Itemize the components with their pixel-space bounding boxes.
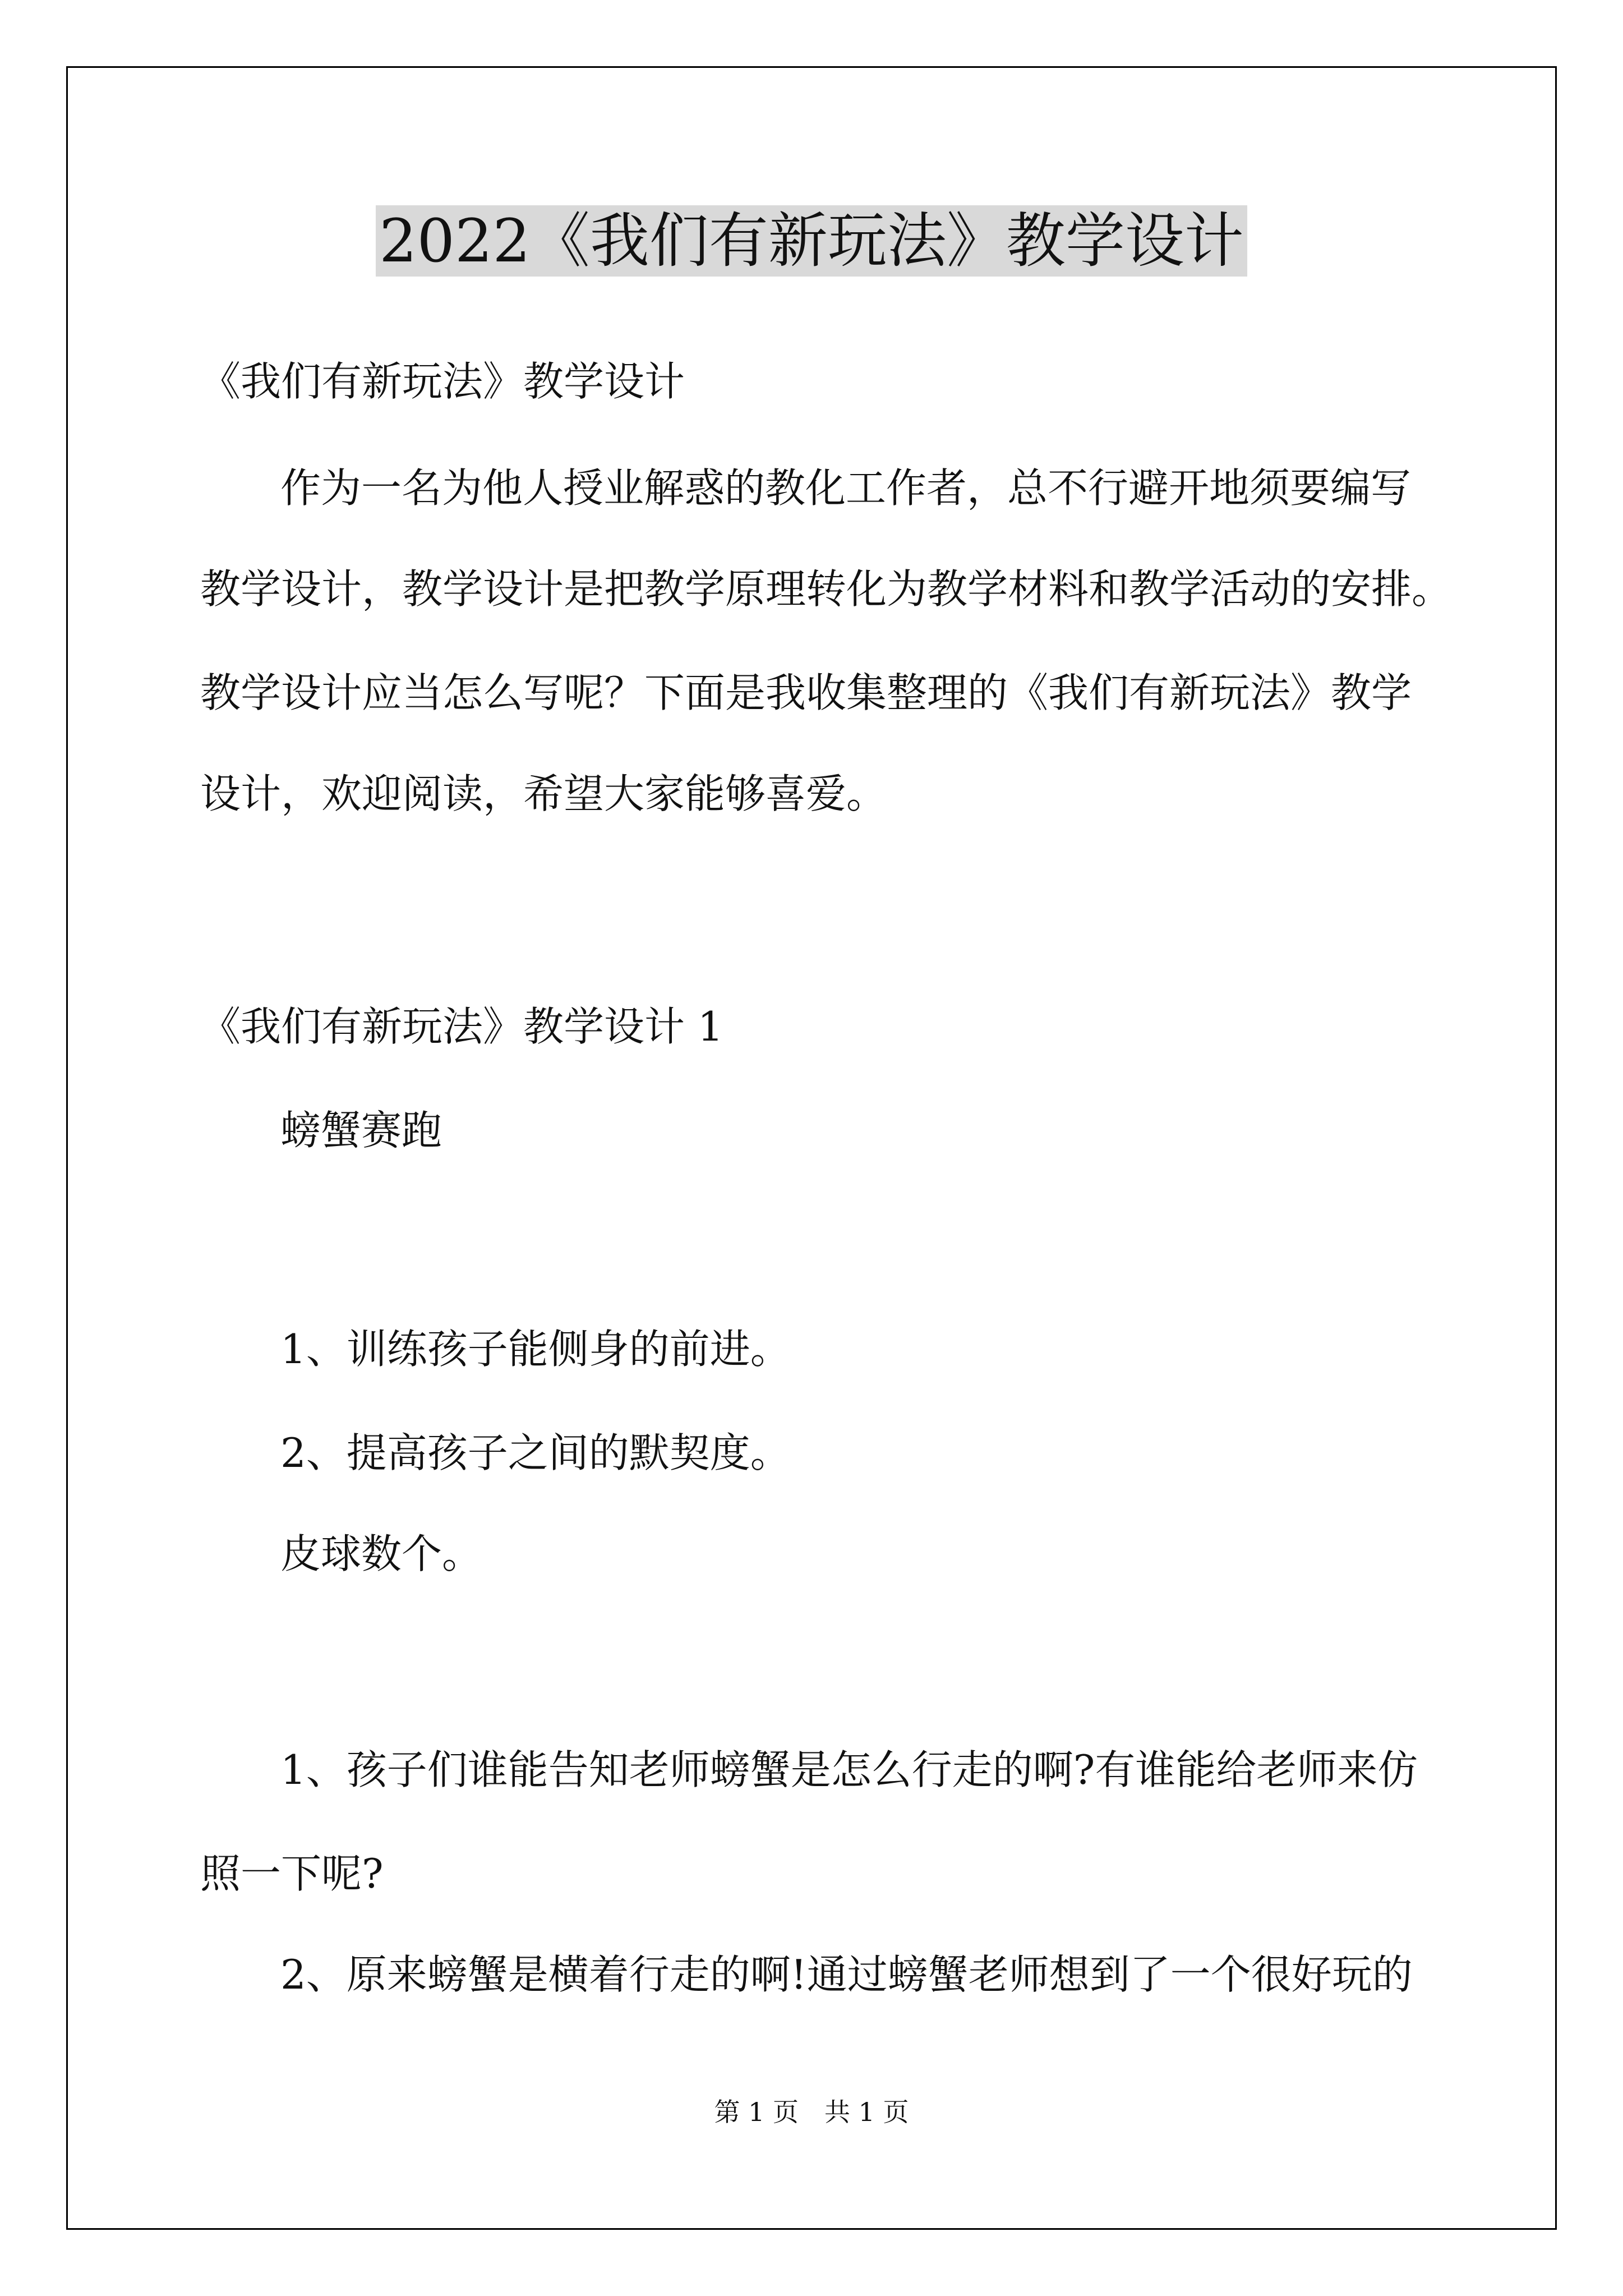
paragraph-line: 教学设计，教学设计是把教学原理转化为教学材料和教学活动的安排。: [200, 565, 1453, 613]
process-line: 2、原来螃蟹是横着行走的啊!通过螃蟹老师想到了一个很好玩的: [280, 1951, 1413, 1998]
goal-item: 2、提高孩子之间的默契度。: [280, 1429, 791, 1476]
materials-line: 皮球数个。: [280, 1530, 483, 1577]
process-line: 照一下呢?: [200, 1850, 384, 1897]
paragraph-line: 作为一名为他人授业解惑的教化工作者，总不行避开地须要编写: [280, 464, 1412, 512]
paragraph-line: 设计，欢迎阅读，希望大家能够喜爱。: [200, 770, 887, 817]
subtitle-line: 《我们有新玩法》教学设计: [200, 358, 685, 405]
process-line: 1、孩子们谁能告知老师螃蟹是怎么行走的啊?有谁能给老师来仿: [280, 1746, 1418, 1793]
document-title: 2022《我们有新玩法》教学设计: [0, 199, 1623, 283]
paragraph-line: 教学设计应当怎么写呢？下面是我收集整理的《我们有新玩法》教学: [200, 669, 1412, 716]
section-heading: 《我们有新玩法》教学设计 1: [200, 1003, 723, 1050]
goal-item: 1、训练孩子能侧身的前进。: [280, 1326, 791, 1373]
page-footer: 第 1 页 共 1 页: [714, 2097, 909, 2127]
activity-name: 螃蟹赛跑: [280, 1107, 442, 1154]
